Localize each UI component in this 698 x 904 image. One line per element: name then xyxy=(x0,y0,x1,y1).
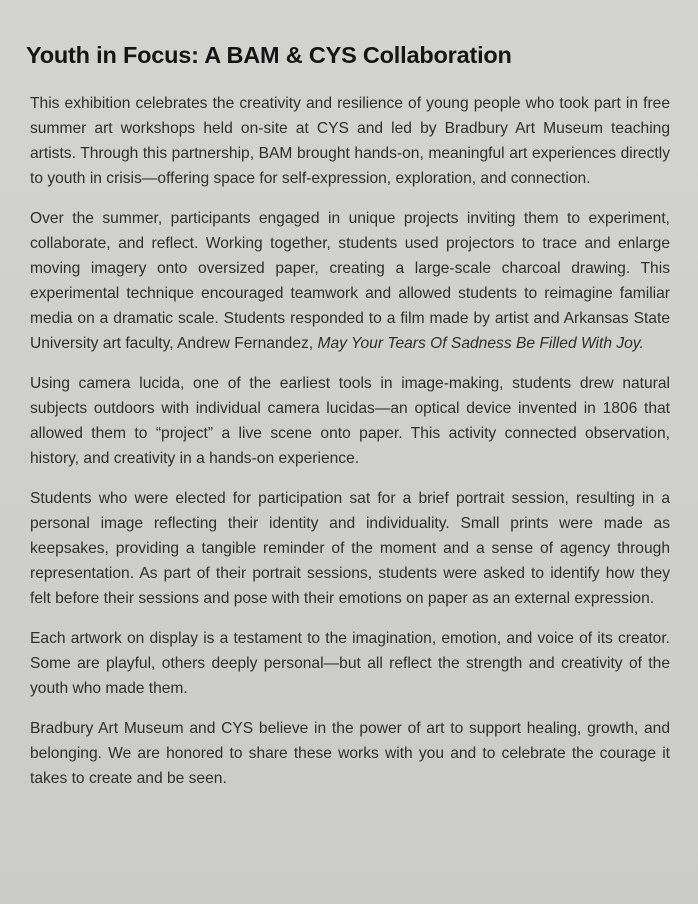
paragraph-portraits: Students who were elected for participation sat for a brief portrait session, resulting in a personal image reflecting their identity and individuality. Small prints were made as keepsakes, providing a tangible reminder of the moment and a sense of agency through representation. As part of their portrait sessions, students were asked to identify how they felt before their sessions and pose with their emotions on paper as an external expression. xyxy=(30,490,670,607)
paragraph-camera-lucida: Using camera lucida, one of the earliest tools in image-making, students drew natural subjects outdoors with individual camera lucidas—an optical device invented in 1806 that allowed them to “project” a live scene onto paper. This activity connected observation, history, and creativity in a hands-on experience. xyxy=(30,375,670,467)
paragraph-projects xyxy=(30,206,670,356)
exhibition-body xyxy=(30,91,670,791)
paragraph-closing: Bradbury Art Museum and CYS believe in the power of art to support healing, growth, and belonging. We are honored to share these works with you and to celebrate the courage it takes to create and be seen. xyxy=(30,720,670,787)
paragraph-intro: This exhibition celebrates the creativity and resilience of young people who took part in free summer art workshops held on-site at CYS and led by Bradbury Art Museum teaching artists. Through this partnership, BAM brought hands-on, meaningful art experiences directly to youth in crisis—offering space for self-expression, exploration, and connection. xyxy=(30,95,670,187)
paragraph-artworks: Each artwork on display is a testament to the imagination, emotion, and voice of its creator. Some are playful, others deeply personal—but all reflect the strength and creativity of the youth who made them. xyxy=(30,630,670,697)
exhibition-title: Youth in Focus: A BAM & CYS Collaboration xyxy=(26,42,512,68)
paragraph-projects-text: Over the summer, participants engaged in unique projects inviting them to experiment, collaborate, and reflect. Working together, students used projectors to trace and enlarge moving imagery onto oversized paper, creating a large-scale charcoal drawing. This experimental technique encouraged teamwork and allowed students to reimagine familiar media on a dramatic scale. Students responded to a film made by artist and Arkansas State University art faculty, Andrew Fernandez, xyxy=(30,210,670,352)
film-title: May Your Tears Of Sadness Be Filled With Joy. xyxy=(317,335,644,352)
